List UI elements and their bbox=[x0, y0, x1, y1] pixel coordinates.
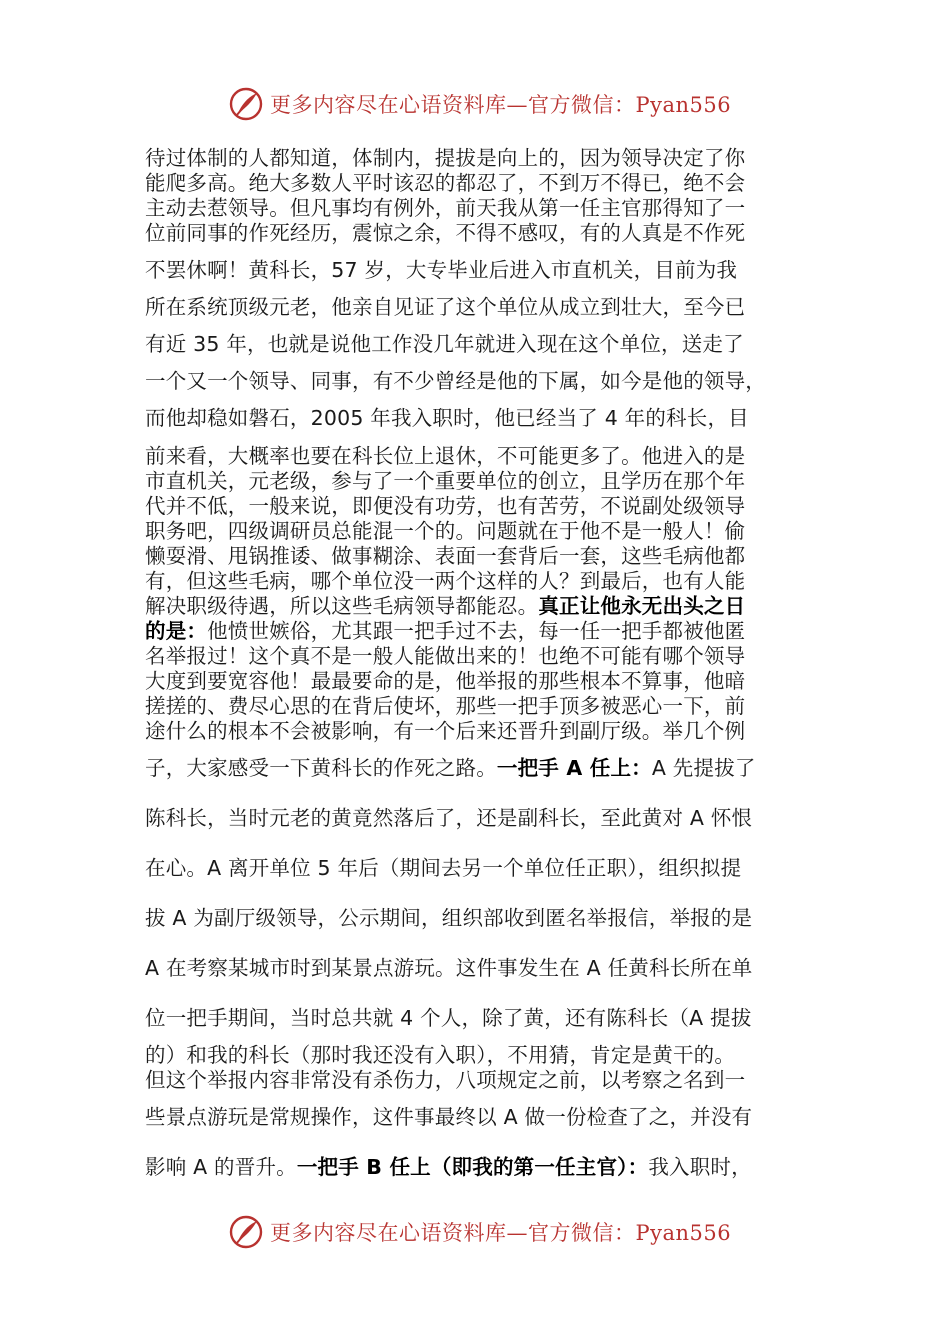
watermark-text: 更多内容尽在心语资料库—官方微信：Pyan556 bbox=[270, 1221, 732, 1245]
text-segment: 位一把手期间，当时总共就 4 个人，除了黄，还有陈科长（A 提拔 bbox=[145, 1006, 752, 1030]
bold-text: 真正让他永无出头之日 bbox=[538, 594, 746, 618]
text-segment: 有近 35 年，也就是说他工作没几年就进入现在这个单位，送走了 bbox=[145, 332, 744, 356]
watermark-text: 更多内容尽在心语资料库—官方微信：Pyan556 bbox=[270, 93, 732, 117]
text-segment: 代并不低，一般来说，即便没有功劳，也有苦劳，不说副处级领导 bbox=[145, 494, 746, 518]
quill-logo-icon bbox=[228, 86, 264, 122]
text-line bbox=[145, 494, 745, 518]
text-line bbox=[145, 806, 752, 830]
text-segment: 解决职级待遇，所以这些毛病领导都能忍。 bbox=[145, 594, 539, 618]
text-segment: 途什么的根本不会被影响，有一个后来还晋升到副厅级。举几个例 bbox=[145, 719, 746, 743]
text-line bbox=[145, 594, 745, 618]
text-segment: 不罢休啊！黄科长，57 岁，大专毕业后进入市直机关，目前为我 bbox=[145, 258, 738, 282]
text-segment: 位前同事的作死经历，震惊之余，不得不感叹，有的人真是不作死 bbox=[145, 221, 746, 245]
text-line bbox=[145, 146, 745, 170]
text-segment: 主动去惹领导。但凡事均有例外，前天我从第一任主官那得知了一 bbox=[145, 196, 746, 220]
text-line bbox=[145, 519, 745, 543]
text-segment: 职务吧，四级调研员总能混一个的。问题就在于他不是一般人！偷 bbox=[145, 519, 746, 543]
text-line bbox=[145, 1068, 745, 1092]
text-segment: 搓搓的、费尽心思的在背后使坏，那些一把手顶多被恶心一下，前 bbox=[145, 694, 746, 718]
text-line bbox=[145, 1155, 752, 1179]
text-segment: A 在考察某城市时到某景点游玩。这件事发生在 A 任黄科长所在单 bbox=[145, 956, 753, 980]
text-segment: 影响 A 的晋升。 bbox=[145, 1155, 297, 1179]
text-segment: 他愤世嫉俗，尤其跟一把手过不去，每一任一把手都被他匿 bbox=[207, 619, 746, 643]
text-segment: 有，但这些毛病，哪个单位没一两个这样的人？到最后，也有人能 bbox=[145, 569, 746, 593]
text-line bbox=[145, 644, 745, 668]
text-segment: 陈科长，当时元老的黄竟然落后了，还是副科长，至此黄对 A 怀恨 bbox=[145, 806, 753, 830]
text-line bbox=[145, 544, 745, 568]
text-line bbox=[145, 369, 766, 393]
text-segment: A 先提拔了 bbox=[651, 756, 756, 780]
text-segment: 市直机关，元老级，参与了一个重要单位的创立，且学历在那个年 bbox=[145, 469, 746, 493]
text-segment: 懒耍滑、甩锅推诿、做事糊涂、表面一套背后一套，这些毛病他都 bbox=[145, 544, 746, 568]
text-line bbox=[145, 406, 749, 430]
text-line bbox=[145, 756, 756, 780]
text-line bbox=[145, 694, 745, 718]
header-watermark-banner bbox=[228, 84, 732, 124]
text-line bbox=[145, 856, 741, 880]
text-segment: 拔 A 为副厅级领导，公示期间，组织部收到匿名举报信，举报的是 bbox=[145, 906, 753, 930]
text-line bbox=[145, 196, 745, 220]
text-line bbox=[145, 221, 745, 245]
text-line bbox=[145, 258, 737, 282]
text-line bbox=[145, 469, 745, 493]
text-segment: 而他却稳如磐石，2005 年我入职时，他已经当了 4 年的科长，目 bbox=[145, 406, 749, 430]
text-line bbox=[145, 569, 745, 593]
footer-watermark-banner bbox=[228, 1212, 732, 1252]
text-segment: 一个又一个领导、同事，有不少曾经是他的下属，如今是他的领导， bbox=[145, 369, 766, 393]
bold-text: 一把手 A 任上： bbox=[496, 756, 652, 780]
bold-text: 的是： bbox=[145, 619, 208, 643]
text-line bbox=[145, 956, 753, 980]
quill-logo-icon bbox=[228, 1214, 264, 1250]
text-segment: 子，大家感受一下黄科长的作死之路。 bbox=[145, 756, 497, 780]
bold-text: 一把手 B 任上（即我的第一任主官）： bbox=[296, 1155, 649, 1179]
text-segment: 大度到要宽容他！最最要命的是，他举报的那些根本不算事，他暗 bbox=[145, 669, 746, 693]
text-segment: 但这个举报内容非常没有杀伤力，八项规定之前，以考察之名到一 bbox=[145, 1068, 746, 1092]
text-segment: 前来看，大概率也要在科长位上退休，不可能更多了。他进入的是 bbox=[145, 444, 746, 468]
text-segment: 名举报过！这个真不是一般人能做出来的！也绝不可能有哪个领导 bbox=[145, 644, 746, 668]
text-segment: 我入职时， bbox=[648, 1155, 752, 1179]
text-line bbox=[145, 1043, 735, 1067]
text-segment: 所在系统顶级元老，他亲自见证了这个单位从成立到壮大，至今已 bbox=[145, 295, 746, 319]
text-line bbox=[145, 906, 752, 930]
text-line bbox=[145, 171, 745, 195]
text-line bbox=[145, 295, 745, 319]
text-segment: 能爬多高。绝大多数人平时该忍的都忍了，不到万不得已，绝不会 bbox=[145, 171, 746, 195]
text-segment: 些景点游玩是常规操作，这件事最终以 A 做一份检查了之，并没有 bbox=[145, 1105, 753, 1129]
text-line bbox=[145, 619, 745, 643]
text-line bbox=[145, 1006, 752, 1030]
text-segment: 的）和我的科长（那时我还没有入职），不用猜，肯定是黄干的。 bbox=[145, 1043, 736, 1067]
text-line bbox=[145, 332, 744, 356]
text-line bbox=[145, 1105, 752, 1129]
text-segment: 待过体制的人都知道，体制内，提拔是向上的，因为领导决定了你 bbox=[145, 146, 746, 170]
text-segment: 在心。A 离开单位 5 年后（期间去另一个单位任正职），组织拟提 bbox=[145, 856, 742, 880]
text-line bbox=[145, 444, 745, 468]
text-line bbox=[145, 669, 745, 693]
text-line bbox=[145, 719, 745, 743]
